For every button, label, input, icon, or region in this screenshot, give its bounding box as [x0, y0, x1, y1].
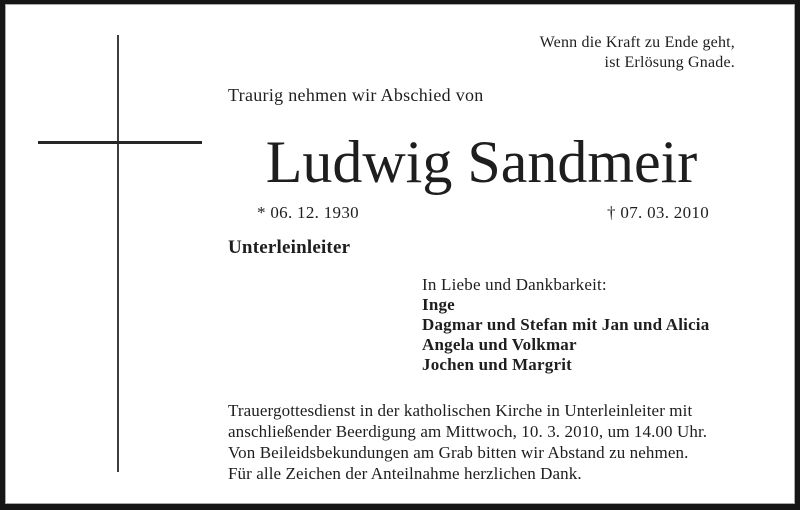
- deceased-name: Ludwig Sandmeir: [265, 129, 698, 195]
- death-date: † 07. 03. 2010: [607, 203, 709, 222]
- family-member: Dagmar und Stefan mit Jan und Alicia: [422, 315, 710, 334]
- family-member: Inge: [422, 295, 455, 314]
- birth-date: * 06. 12. 1930: [257, 203, 359, 222]
- announcement-line-4: Für alle Zeichen der Anteilnahme herzlichen Dank.: [228, 464, 582, 483]
- announcement-line-1: Trauergottesdienst in der katholischen Kirche in Unterleinleiter mit: [228, 401, 693, 420]
- cross-vertical-bar: [117, 35, 119, 472]
- announcement: [228, 400, 748, 484]
- residence: Unterleinleiter: [228, 237, 351, 258]
- epigraph-line-2: ist Erlösung Gnade.: [604, 54, 735, 71]
- epigraph-line-1: Wenn die Kraft zu Ende geht,: [539, 34, 735, 51]
- life-dates: [257, 203, 709, 223]
- family-member: Jochen und Margrit: [422, 355, 572, 374]
- announcement-line-2: anschließender Beerdigung am Mittwoch, 10. 3. 2010, um 14.00 Uhr.: [228, 422, 708, 441]
- cross-horizontal-bar: [38, 141, 202, 144]
- family-block: [422, 275, 709, 375]
- announcement-line-3: Von Beileidsbekundungen am Grab bitten wir Abstand zu nehmen.: [228, 443, 689, 462]
- epigraph: [540, 33, 735, 73]
- intro-text: Traurig nehmen wir Abschied von: [228, 85, 484, 105]
- family-heading: In Liebe und Dankbarkeit:: [422, 275, 607, 294]
- family-member: Angela und Volkmar: [422, 335, 577, 354]
